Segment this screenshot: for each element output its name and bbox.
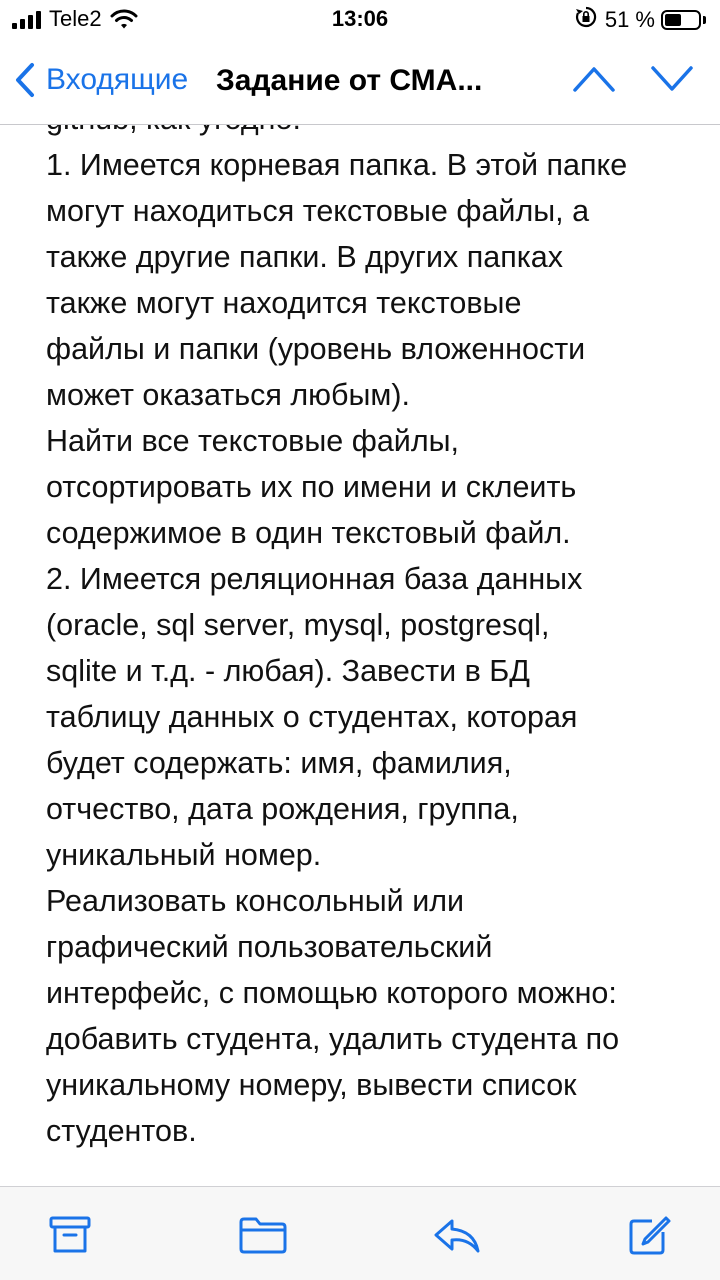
battery-tip [703,16,706,24]
archive-icon [48,1215,92,1255]
message-line: уникальному номеру, вывести список [46,1068,577,1102]
message-line: может оказаться любым). [46,378,411,412]
message-subject-title: Задание от СМА... [216,64,483,97]
back-button-label: Входящие [46,63,189,96]
reply-icon [432,1215,482,1255]
message-line: отчество, дата рождения, группа, [46,792,519,826]
message-line: 1. Имеется корневая папка. В этой папке [46,148,628,182]
rotation-lock-icon [575,6,597,34]
chevron-down-icon [650,64,694,94]
message-line: содержимое в один текстовый файл. [46,516,571,550]
compose-button[interactable] [626,1215,672,1262]
message-line: графический пользовательский [46,930,493,964]
folder-icon [238,1215,288,1255]
message-line: Реализовать консольный или [46,884,465,918]
message-line: Найти все текстовые файлы, [46,424,460,458]
message-navigation [572,64,694,99]
battery-level-fill [665,14,681,26]
message-line: добавить студента, удалить студента по [46,1022,620,1056]
battery-percent: 51 % [604,7,655,32]
message-line: могут находиться текстовые файлы, а [46,194,590,228]
message-line: также другие папки. В других папках [46,240,563,274]
previous-message-button[interactable] [572,64,616,99]
status-time: 13:06 [331,6,389,31]
battery-icon [661,10,701,30]
message-line: (oracle, sql server, mysql, postgresql, [46,608,550,642]
message-body [46,96,686,1154]
compose-icon [626,1215,672,1257]
bottom-toolbar [0,1186,720,1280]
message-line: также могут находится текстовые [46,286,522,320]
reply-button[interactable] [432,1215,482,1260]
message-line: таблицу данных о студентах, которая [46,700,578,734]
move-to-folder-button[interactable] [238,1215,288,1260]
navigation-bar [0,40,720,125]
message-line: отсортировать их по имени и склеить [46,470,577,504]
message-line: студентов. [46,1114,197,1148]
status-right [575,6,706,34]
carrier-label: Tele2 [49,6,102,31]
message-line: уникальный номер. [46,838,322,872]
message-line: файлы и папки (уровень вложенности [46,332,586,366]
message-line: 2. Имеется реляционная база данных [46,562,583,596]
chevron-left-icon [14,62,36,98]
message-line: интерфейс, с помощью которого можно: [46,976,617,1010]
chevron-up-icon [572,64,616,94]
next-message-button[interactable] [650,64,694,99]
archive-button[interactable] [48,1215,92,1260]
message-line: будет содержать: имя, фамилия, [46,746,512,780]
status-bar [0,0,720,40]
back-button[interactable] [14,62,188,98]
message-line: sqlite и т.д. - любая). Завести в БД [46,654,530,688]
